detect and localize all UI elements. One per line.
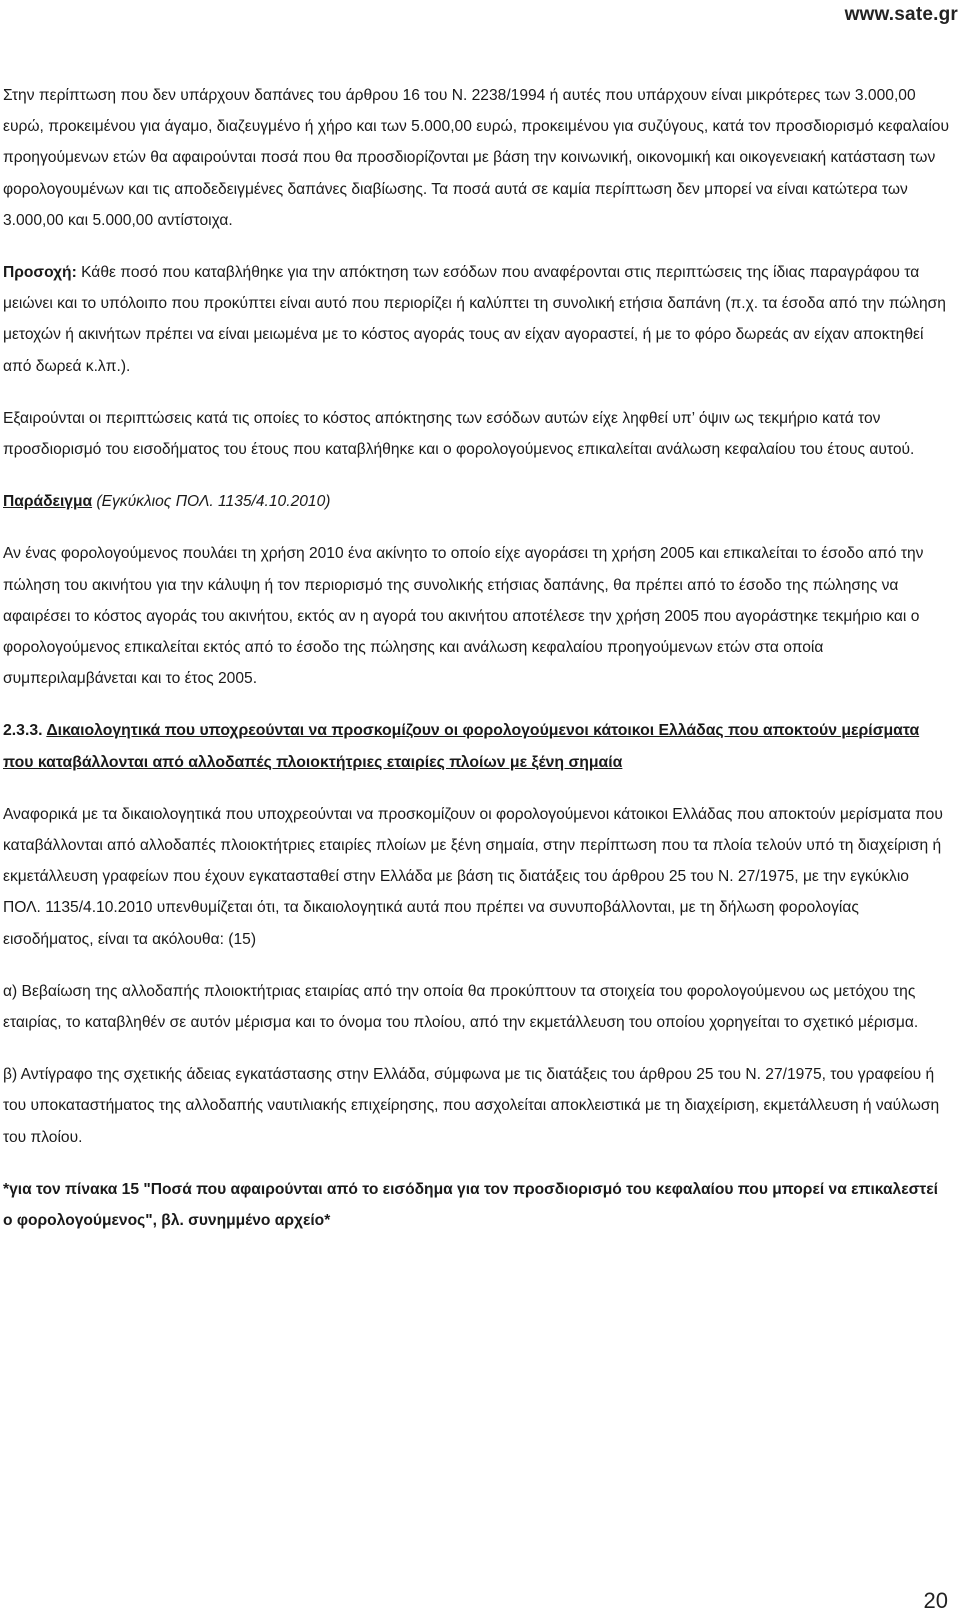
paragraph-attention (3, 257, 951, 382)
paragraph-capital-deduction: Στην περίπτωση που δεν υπάρχουν δαπάνες του άρθρου 16 του Ν. 2238/1994 ή αυτές που υπάρχουν είναι μικρότερες των 3.000,00 ευρώ, προκειμένου για άγαμο, διαζευγμένο ή χήρο και των 5.000,00 ευρώ, προκειμένου για συζύγους, κατά τον προσδιορισμό κεφαλαίου προηγούμενων ετών θα αφαιρούνται ποσά που θα προσδιορίζονται με βάση την κοινωνική, οικονομική και οικογενειακή κατάσταση των φορολογουμένων και τις αποδεδειγμένες δαπάνες διαβίωσης. Τα ποσά αυτά σε καμία περίπτωση δεν μπορεί να είναι κατώτερα των 3.000,00 και 5.000,00 αντίστοιχα. (3, 87, 949, 229)
example-label: Παράδειγμα (3, 493, 93, 511)
paragraph-example-text: Αν ένας φορολογούμενος πουλάει τη χρήση 2010 ένα ακίνητο το οποίο είχε αγοράσει τη χρήση 2005 και επικαλείται το έσοδο από την πώληση του ακινήτου για την κάλυψη ή τον περιορισμό της συνολικής ετήσιας δαπάνης, θα πρέπει από το έσοδο της πώλησης να αφαιρέσει το κόστος αγοράς του ακινήτου, εκτός αν η αγορά του ακινήτου αποτέλεσε την χρήση 2005 που αγοράστηκε τεκμήριο και ο φορολογούμενος επικαλείται εκτός από το έσοδο της πώλησης και ανάλωση κεφαλαίου προηγούμενων ετών στα οποία συμπεριλαμβάνεται και το έτος 2005. (3, 545, 924, 688)
section-number: 2.3.3. (3, 722, 47, 740)
attention-label: Προσοχή: (3, 264, 77, 282)
paragraph-exceptions: Εξαιρούνται οι περιπτώσεις κατά τις οποίες το κόστος απόκτησης των εσόδων αυτών είχε ληφθεί υπ’ όψιν ως τεκμήριο κατά τον προσδιορισμό του εισοδήματος του έτους που καταβλήθηκε και ο φορολογούμενος επικαλείται ανάλωση κεφαλαίου του έτους αυτού. (3, 409, 915, 459)
paragraph-item-a: α) Βεβαίωση της αλλοδαπής πλοιοκτήτριας εταιρίας από την οποία θα προκύπτουν τα στοιχεία του φορολογούμενου ως μετόχου της εταιρίας, το καταβληθέν σε αυτόν μέρισμα και το όνομα του πλοίου, από την εκμετάλλευση του οποίου χορηγείται το σχετικό μέρισμα. (3, 982, 919, 1032)
paragraph-table-note: *για τον πίνακα 15 "Ποσά που αφαιρούνται από το εισόδημα για τον προσδιορισμό του κεφαλαίου που μπορεί να επικαλεστεί ο φορολογούμενος", βλ. συνημμένο αρχείο* (3, 1180, 938, 1230)
site-url-header: www.sate.gr (844, 4, 958, 25)
example-reference: (Εγκύκλιος ΠΟΛ. 1135/4.10.2010) (92, 493, 331, 511)
section-title: Δικαιολογητικά που υποχρεούνται να προσκομίζουν οι φορολογούμενοι κάτοικοι Ελλάδας που αποκτούν μερίσματα που καταβάλλονται από αλλοδαπές πλοιοκτήτριες εταιρίες πλοίων με ξένη σημαία (3, 722, 920, 771)
paragraph-example-heading (3, 486, 951, 517)
attention-text: Κάθε ποσό που καταβλήθηκε για την απόκτηση των εσόδων που αναφέρονται στις περιπτώσεις της ίδιας παραγράφου τα μειώνει και το υπόλοιπο που προκύπτει είναι αυτό που περιορίζει ή καλύπτει τη συνολική ετήσια δαπάνη (π.χ. τα έσοδα από την πώληση μετοχών ή ακινήτων πρέπει να είναι μειωμένα με το κόστος αγοράς τους αν είχαν αγοραστεί, ή με το φόρο δωρεάς αν είχαν αποκτηθεί από δωρεά κ.λπ.). (3, 264, 946, 375)
page-number: 20 (923, 1588, 948, 1613)
section-heading (3, 715, 951, 777)
document-body (3, 80, 951, 1257)
paragraph-item-b: β) Αντίγραφο της σχετικής άδειας εγκατάστασης στην Ελλάδα, σύμφωνα με τις διατάξεις του άρθρου 25 του Ν. 27/1975, του γραφείου ή του υποκαταστήματος της αλλοδαπής ναυτιλιακής επιχείρησης, που ασχολείται αποκλειστικά με τη διαχείριση, εκμετάλλευση ή ναύλωση του πλοίου. (3, 1066, 940, 1146)
paragraph-dividends-documents: Αναφορικά με τα δικαιολογητικά που υποχρεούνται να προσκομίζουν οι φορολογούμενοι κάτοικοι Ελλάδας που αποκτούν μερίσματα που καταβάλλονται από αλλοδαπές πλοιοκτήτριες εταιρίες πλοίων με ξένη σημαία, στην περίπτωση που τα πλοία τελούν υπό τη διαχείριση ή εκμετάλλευση γραφείων που έχουν εγκατασταθεί στην Ελλάδα με βάση τις διατάξεις του άρθρου 25 του Ν. 27/1975, με την εγκύκλιο ΠΟΛ. 1135/4.10.2010 υπενθυμίζεται ότι, τα δικαιολογητικά αυτά που πρέπει να συνυποβάλλονται, με τη δήλωση φορολογίας εισοδήματος, είναι τα ακόλουθα: (15) (3, 805, 943, 948)
